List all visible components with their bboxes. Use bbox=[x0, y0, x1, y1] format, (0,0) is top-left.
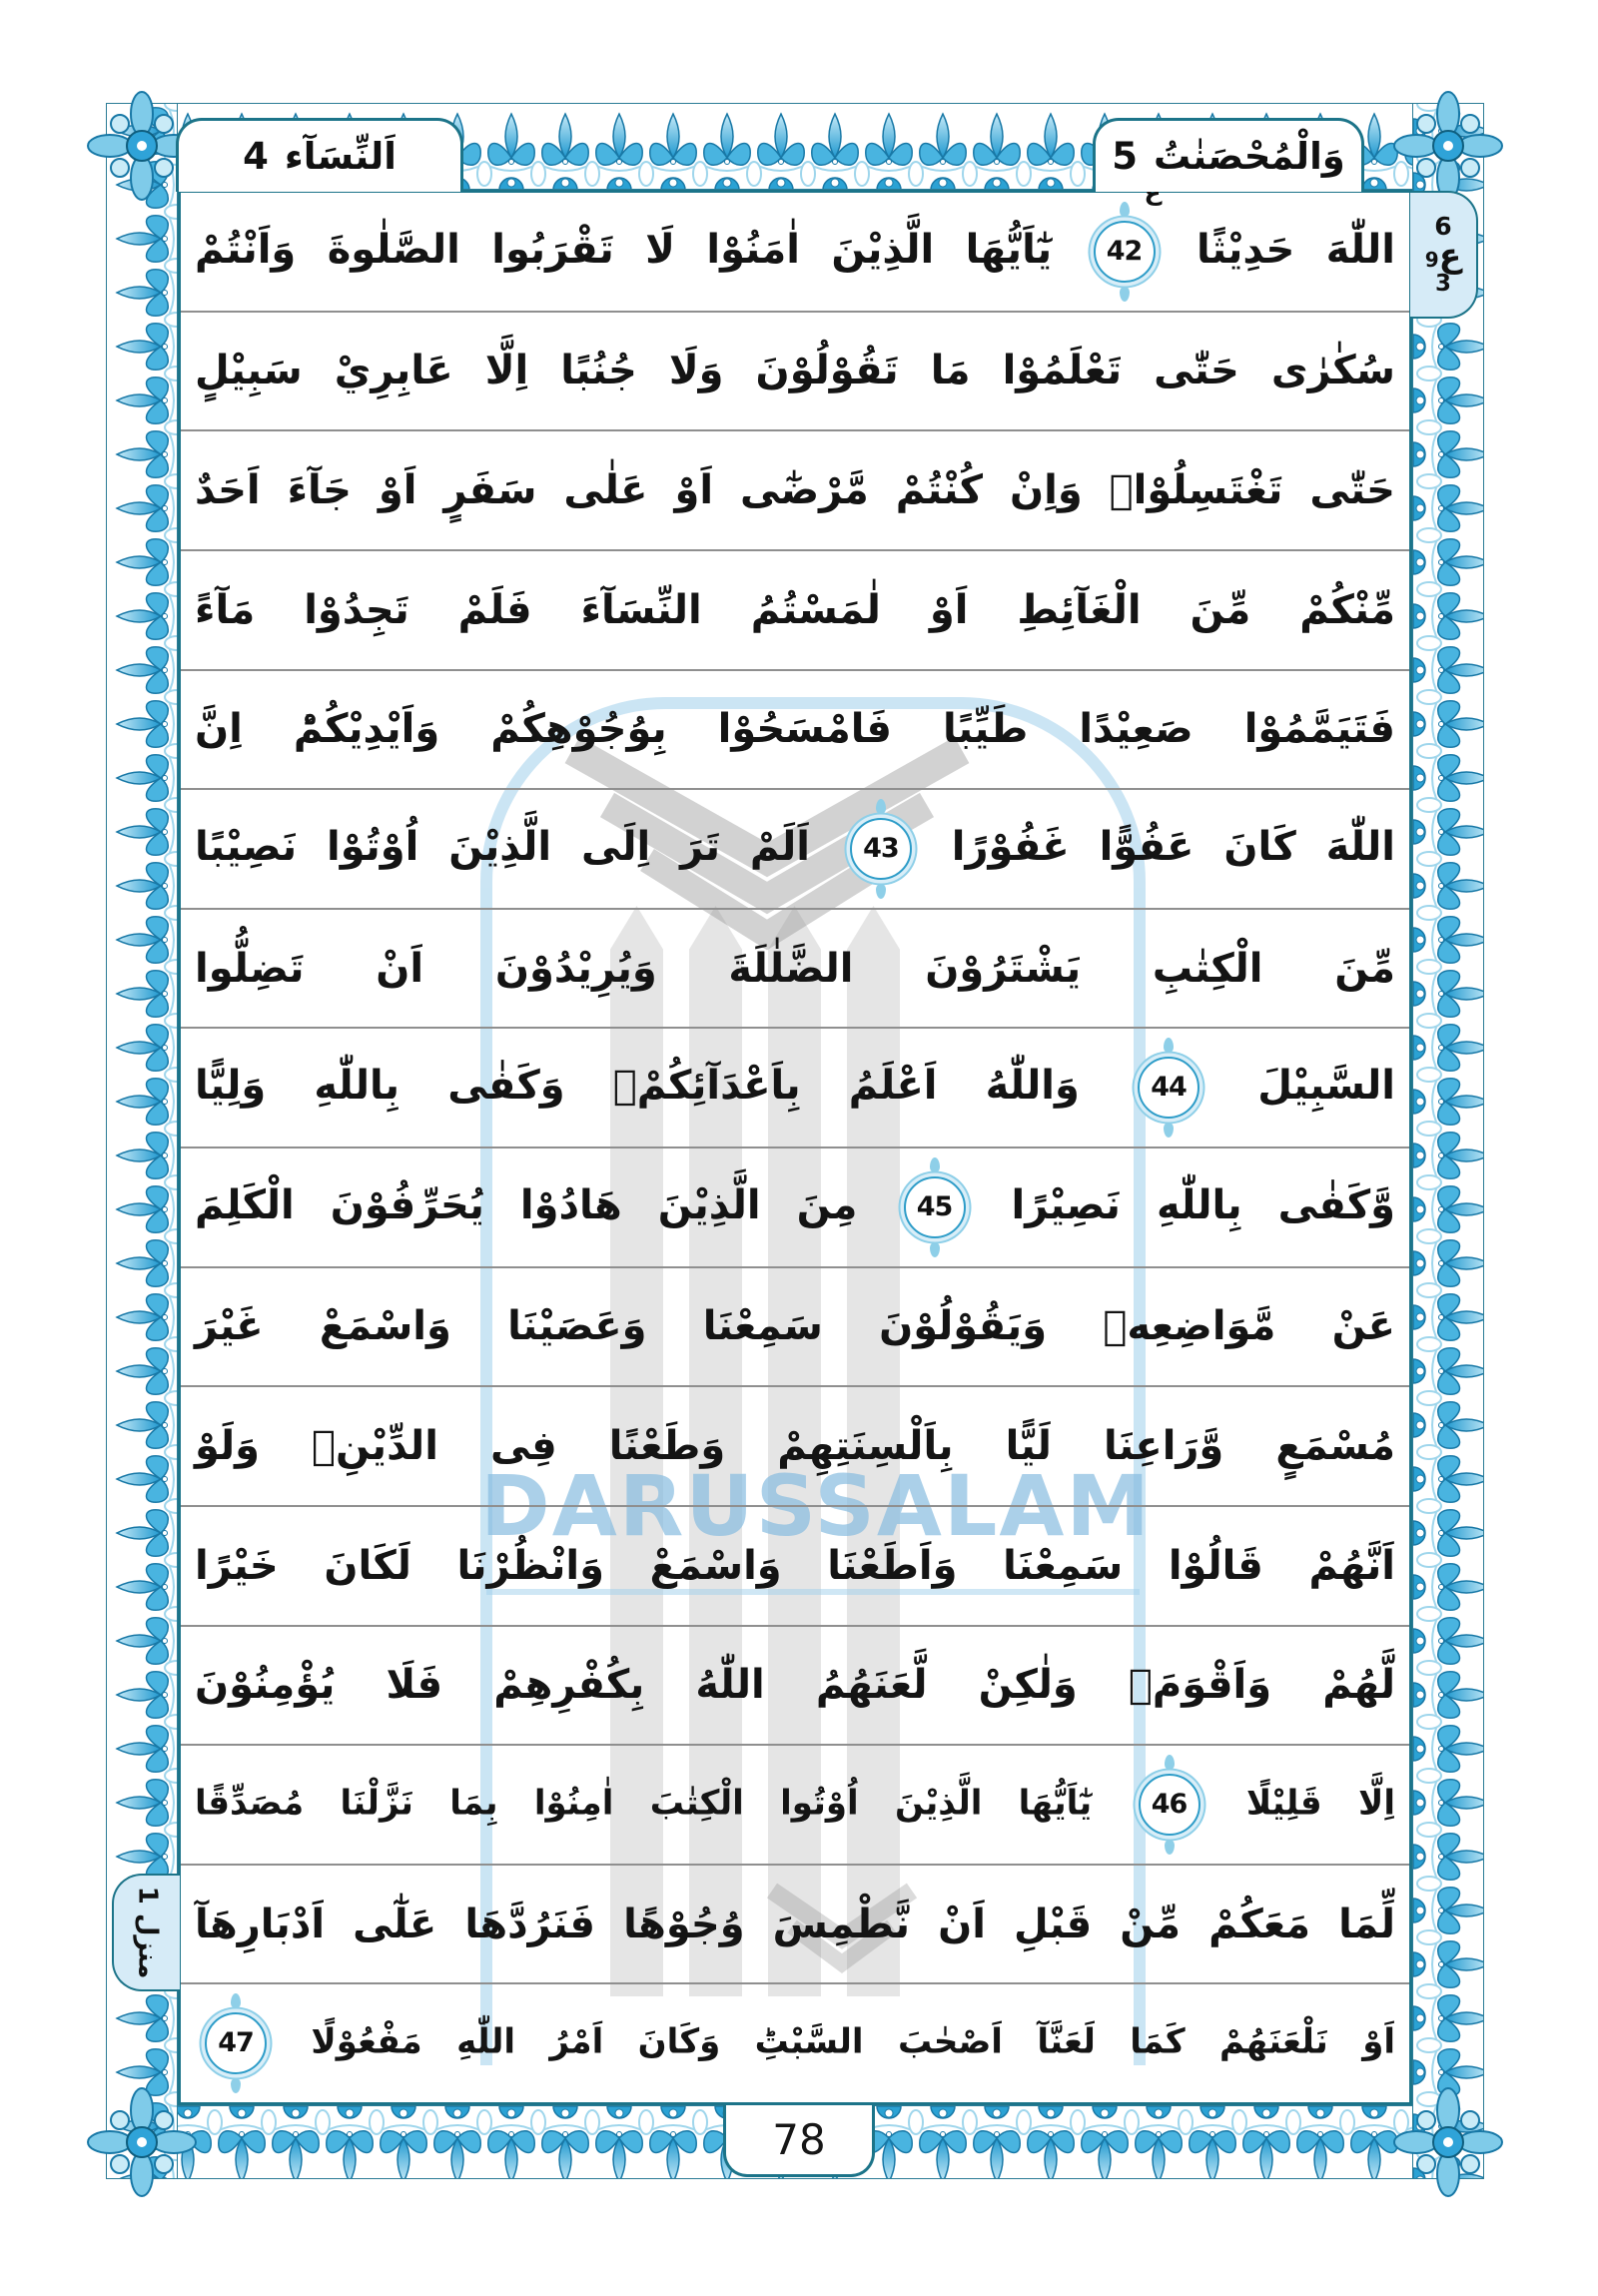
quran-line-14 bbox=[181, 1746, 1409, 1866]
ayah-text: السَّبِيْلَ bbox=[1257, 1063, 1395, 1110]
ayah-text: اِلَّا قَلِيْلًا bbox=[1245, 1783, 1395, 1824]
ayah-marker bbox=[1094, 221, 1156, 283]
ayah-text: وَّكَفٰى بِاللّٰهِ نَصِيْرًا bbox=[1011, 1181, 1396, 1228]
quran-line-13 bbox=[181, 1627, 1409, 1747]
ayah-text: اَوْ نَلْعَنَهُمْ كَمَا لَعَنَّآ اَصْحٰبَ السَّبْتِؕ وَكَانَ اَمْرُ اللّٰهِ مَفْعُوْلًا bbox=[311, 2021, 1395, 2062]
quran-line-3 bbox=[181, 431, 1409, 551]
ayah-marker bbox=[850, 818, 912, 880]
ayah-number: 45 bbox=[916, 1190, 953, 1222]
quran-line-16 bbox=[181, 1984, 1409, 2102]
ayah-text: عَنْ مَّوَاضِعِهٖ وَيَقُوْلُوْنَ سَمِعْنَا وَعَصَيْنَا وَاسْمَعْ غَيْرَ bbox=[195, 1303, 1395, 1350]
ayah-text: اَنَّهُمْ قَالُوْا سَمِعْنَا وَاَطَعْنَا وَاسْمَعْ وَانْظُرْنَا لَكَانَ خَيْرًا bbox=[195, 1542, 1395, 1589]
ayah-marker bbox=[904, 1176, 966, 1238]
quran-line-7 bbox=[181, 910, 1409, 1030]
surah-name-cartouche bbox=[176, 118, 463, 192]
quran-line-9 bbox=[181, 1148, 1409, 1268]
ayah-marker bbox=[1139, 1774, 1200, 1836]
border-right-ornament bbox=[1412, 103, 1484, 2179]
ruku-number-bottom: 3 bbox=[1434, 270, 1451, 297]
surah-name: اَلنِّسَآء bbox=[284, 135, 397, 178]
ruku-number-beside: 9 bbox=[1424, 248, 1439, 273]
manzil-label: منزل 1 bbox=[132, 1886, 162, 1979]
ayah-marker bbox=[205, 2012, 267, 2074]
quran-line-1 bbox=[181, 193, 1409, 313]
juz-number: 5 bbox=[1112, 135, 1138, 178]
quran-line-15 bbox=[181, 1866, 1409, 1985]
ayah-text: مِّنْكُمْ مِّنَ الْغَآئِطِ اَوْ لٰمَسْتُمُ النِّسَآءَ فَلَمْ تَجِدُوْا مَآءً bbox=[195, 586, 1395, 633]
juz-name-cartouche bbox=[1093, 118, 1364, 192]
page-number-cartouche bbox=[723, 2105, 875, 2177]
quran-line-10 bbox=[181, 1268, 1409, 1388]
ruku-marker-tab bbox=[1410, 191, 1478, 319]
manzil-marker-tab bbox=[112, 1874, 180, 1991]
corner-rosette-icon bbox=[1388, 2082, 1508, 2202]
corner-rosette-icon bbox=[82, 2082, 202, 2202]
ayah-text: سُكٰرٰى حَتّٰى تَعْلَمُوْا مَا تَقُوْلُوْنَ وَلَا جُنُبًا اِلَّا عَابِرِيْ سَبِيْلٍ bbox=[195, 348, 1395, 394]
ayah-number: 42 bbox=[1106, 235, 1143, 267]
quran-line-5 bbox=[181, 671, 1409, 791]
ayah-text: مِنَ الَّذِيْنَ هَادُوْا يُحَرِّفُوْنَ الْكَلِمَ bbox=[195, 1181, 858, 1228]
quran-line-4 bbox=[181, 551, 1409, 671]
ayah-marker bbox=[1138, 1057, 1199, 1119]
ayah-number: 47 bbox=[218, 2027, 254, 2059]
quran-line-2 bbox=[181, 313, 1409, 432]
quran-line-8 bbox=[181, 1029, 1409, 1148]
ayah-text: مُسْمَعٍ وَّرَاعِنَا لَيًّا بِاَلْسِنَتِهِمْ وَطَعْنًا فِى الدِّيْنِۚ وَلَوْ bbox=[195, 1423, 1395, 1470]
ayah-text: مِّنَ الْكِتٰبِ يَشْتَرُوْنَ الضَّلٰلَةَ وَيُرِيْدُوْنَ اَنْ تَضِلُّوا bbox=[195, 945, 1395, 992]
ruku-ain-mark: ع bbox=[1438, 236, 1462, 276]
quran-text-area bbox=[178, 190, 1412, 2105]
quran-line-11 bbox=[181, 1387, 1409, 1507]
page-number: 78 bbox=[772, 2115, 826, 2164]
quran-line-12 bbox=[181, 1507, 1409, 1627]
surah-number: 4 bbox=[243, 135, 269, 178]
quran-line-6 bbox=[181, 790, 1409, 910]
watermark-text: DARUSSALAM bbox=[480, 1457, 1152, 1555]
corner-rosette-icon bbox=[1388, 86, 1508, 206]
ayah-number: 46 bbox=[1151, 1788, 1188, 1820]
ayah-text: اَلَمْ تَرَ اِلَى الَّذِيْنَ اُوْتُوْا نَصِيْبًا bbox=[195, 823, 810, 870]
ayah-text: يٰٓاَيُّهَا الَّذِيْنَ اٰمَنُوْا لَا تَقْرَبُوا الصَّلٰوةَ وَاَنْتُمْ bbox=[195, 226, 1053, 273]
ayah-text: يٰٓاَيُّهَا الَّذِيْنَ اُوْتُوا الْكِتٰبَ اٰمِنُوْا بِمَا نَزَّلْنَا مُصَدِّقًا bbox=[195, 1783, 1093, 1824]
ayah-number: 43 bbox=[863, 832, 899, 864]
ayah-text: حَتّٰى تَغْتَسِلُوْاۚ وَاِنْ كُنْتُمْ مَّرْضٰٓى اَوْ عَلٰى سَفَرٍ اَوْ جَآءَ اَحَدٌ bbox=[195, 467, 1395, 514]
ayah-number: 44 bbox=[1151, 1072, 1187, 1104]
ayah-text: اللّٰهَ كَانَ عَفُوًّا غَفُوْرًا bbox=[951, 823, 1395, 870]
ayah-text: فَتَيَمَّمُوْا صَعِيْدًا طَيِّبًا فَامْسَحُوْا بِوُجُوْهِكُمْ وَاَيْدِيْكُمْؕ اِنَّ bbox=[195, 706, 1395, 753]
ruku-number-top: 6 bbox=[1434, 211, 1452, 241]
ayah-text: وَاللّٰهُ اَعْلَمُ بِاَعْدَآئِكُمْۚ وَكَفٰى بِاللّٰهِ وَلِيًّا bbox=[195, 1063, 1080, 1110]
juz-name: وَالْمُحْصَنٰتُ bbox=[1153, 135, 1345, 178]
ayah-text: اللّٰهَ حَدِيْثًا bbox=[1196, 226, 1395, 273]
ayah-text: لِّمَا مَعَكُمْ مِّنْ قَبْلِ اَنْ نَّطْمِسَ وُجُوْهًا فَنَرُدَّهَا عَلٰٓى اَدْبَارِهَآ bbox=[195, 1901, 1395, 1947]
border-left-ornament bbox=[106, 103, 178, 2179]
ayah-text: لَّهُمْ وَاَقْوَمَۙ وَلٰكِنْ لَّعَنَهُمُ اللّٰهُ بِكُفْرِهِمْ فَلَا يُؤْمِنُوْنَ bbox=[195, 1662, 1395, 1709]
